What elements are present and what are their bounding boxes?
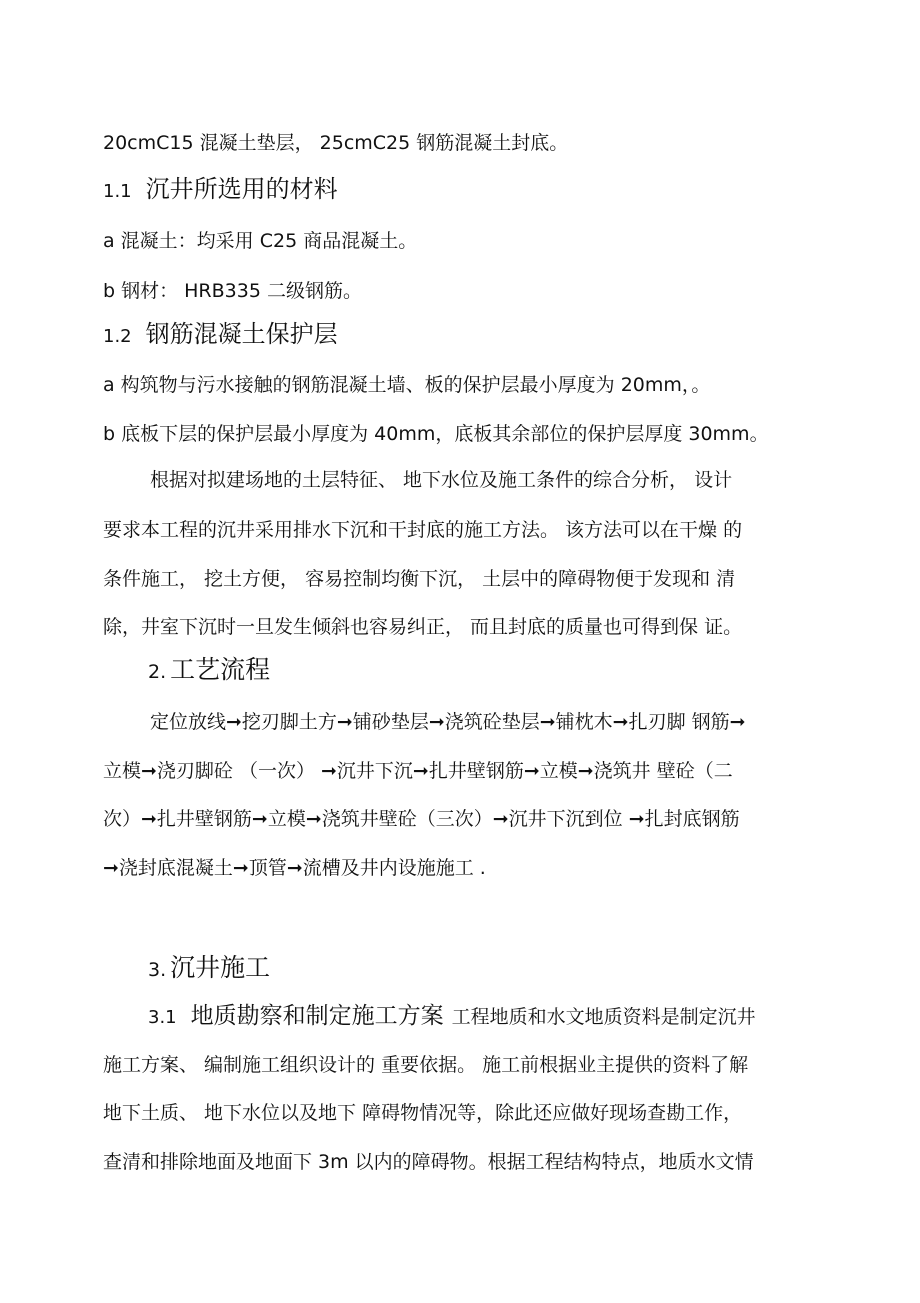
material-steel: b 钢材： HRB335 二级钢筋。 — [103, 280, 362, 302]
cover-item-b: b 底板下层的保护层最小厚度为 40mm，底板其余部位的保护层厚度 30mm。 — [103, 423, 769, 445]
paragraph-line: 条件施工， 挖土方便， 容易控制均衡下沉， 土层中的障碍物便于发现和 清 — [103, 568, 736, 590]
flow-line: 立模➞浇刃脚砼 （一次） ➞沉井下沉➞扎井壁钢筋➞立模➞浇筑井 壁砼（二 — [103, 760, 733, 782]
paragraph-line: 除，井室下沉时一旦发生倾斜也容易纠正， 而且封底的质量也可得到保 证。 — [103, 616, 743, 638]
section-heading-3 — [148, 952, 270, 986]
section-number: 1.1 — [103, 181, 132, 202]
paragraph-line: 根据对拟建场地的土层特征、 地下水位及施工条件的综合分析， 设计 — [150, 469, 733, 491]
flow-line: 定位放线➞挖刃脚土方➞铺砂垫层➞浇筑砼垫层➞铺枕木➞扎刃脚 钢筋➞ — [150, 711, 746, 733]
paragraph-text: 工程地质和水文地质资料是制定沉井 — [451, 1006, 756, 1028]
section-title: 沉井施工 — [170, 953, 271, 982]
section-number: 1.2 — [103, 326, 132, 347]
section-title: 钢筋混凝土保护层 — [145, 320, 338, 348]
section-number: 3. — [148, 959, 167, 981]
section-number: 2. — [148, 661, 167, 683]
flow-line: 次）➞扎井壁钢筋➞立模➞浇筑井壁砼（三次）➞沉井下沉到位 ➞扎封底钢筋 — [103, 808, 740, 830]
section-title: 地质勘察和制定施工方案 — [190, 1003, 444, 1029]
paragraph-line: 施工方案、 编制施工组织设计的 重要依据。 施工前根据业主提供的资料了解 — [103, 1054, 749, 1076]
section-heading-2 — [148, 654, 270, 688]
section-title: 沉井所选用的材料 — [145, 175, 338, 203]
section-number: 3.1 — [148, 1007, 177, 1028]
intro-line: 20cmC15 混凝土垫层， 25cmC25 钢筋混凝土封底。 — [103, 132, 569, 154]
paragraph-line: 要求本工程的沉井采用排水下沉和干封底的施工方法。 该方法可以在干燥 的 — [103, 519, 743, 541]
section-heading-1-1 — [103, 174, 338, 207]
section-title: 工艺流程 — [170, 655, 271, 684]
paragraph-line: 查清和排除地面及地面下 3m 以内的障碍物。根据工程结构特点，地质水文情 — [103, 1151, 754, 1173]
paragraph-line: 地下土质、 地下水位以及地下 障碍物情况等，除此还应做好现场查勘工作， — [103, 1102, 743, 1124]
cover-item-a: a 构筑物与污水接触的钢筋混凝土墙、板的保护层最小厚度为 20mm，。 — [103, 374, 711, 396]
section-heading-1-2 — [103, 319, 338, 352]
flow-line: ➞浇封底混凝土➞顶管➞流槽及井内设施施工 . — [103, 857, 486, 879]
section-3-1-first-line — [148, 1004, 756, 1030]
material-concrete: a 混凝土：均采用 C25 商品混凝土。 — [103, 230, 418, 252]
